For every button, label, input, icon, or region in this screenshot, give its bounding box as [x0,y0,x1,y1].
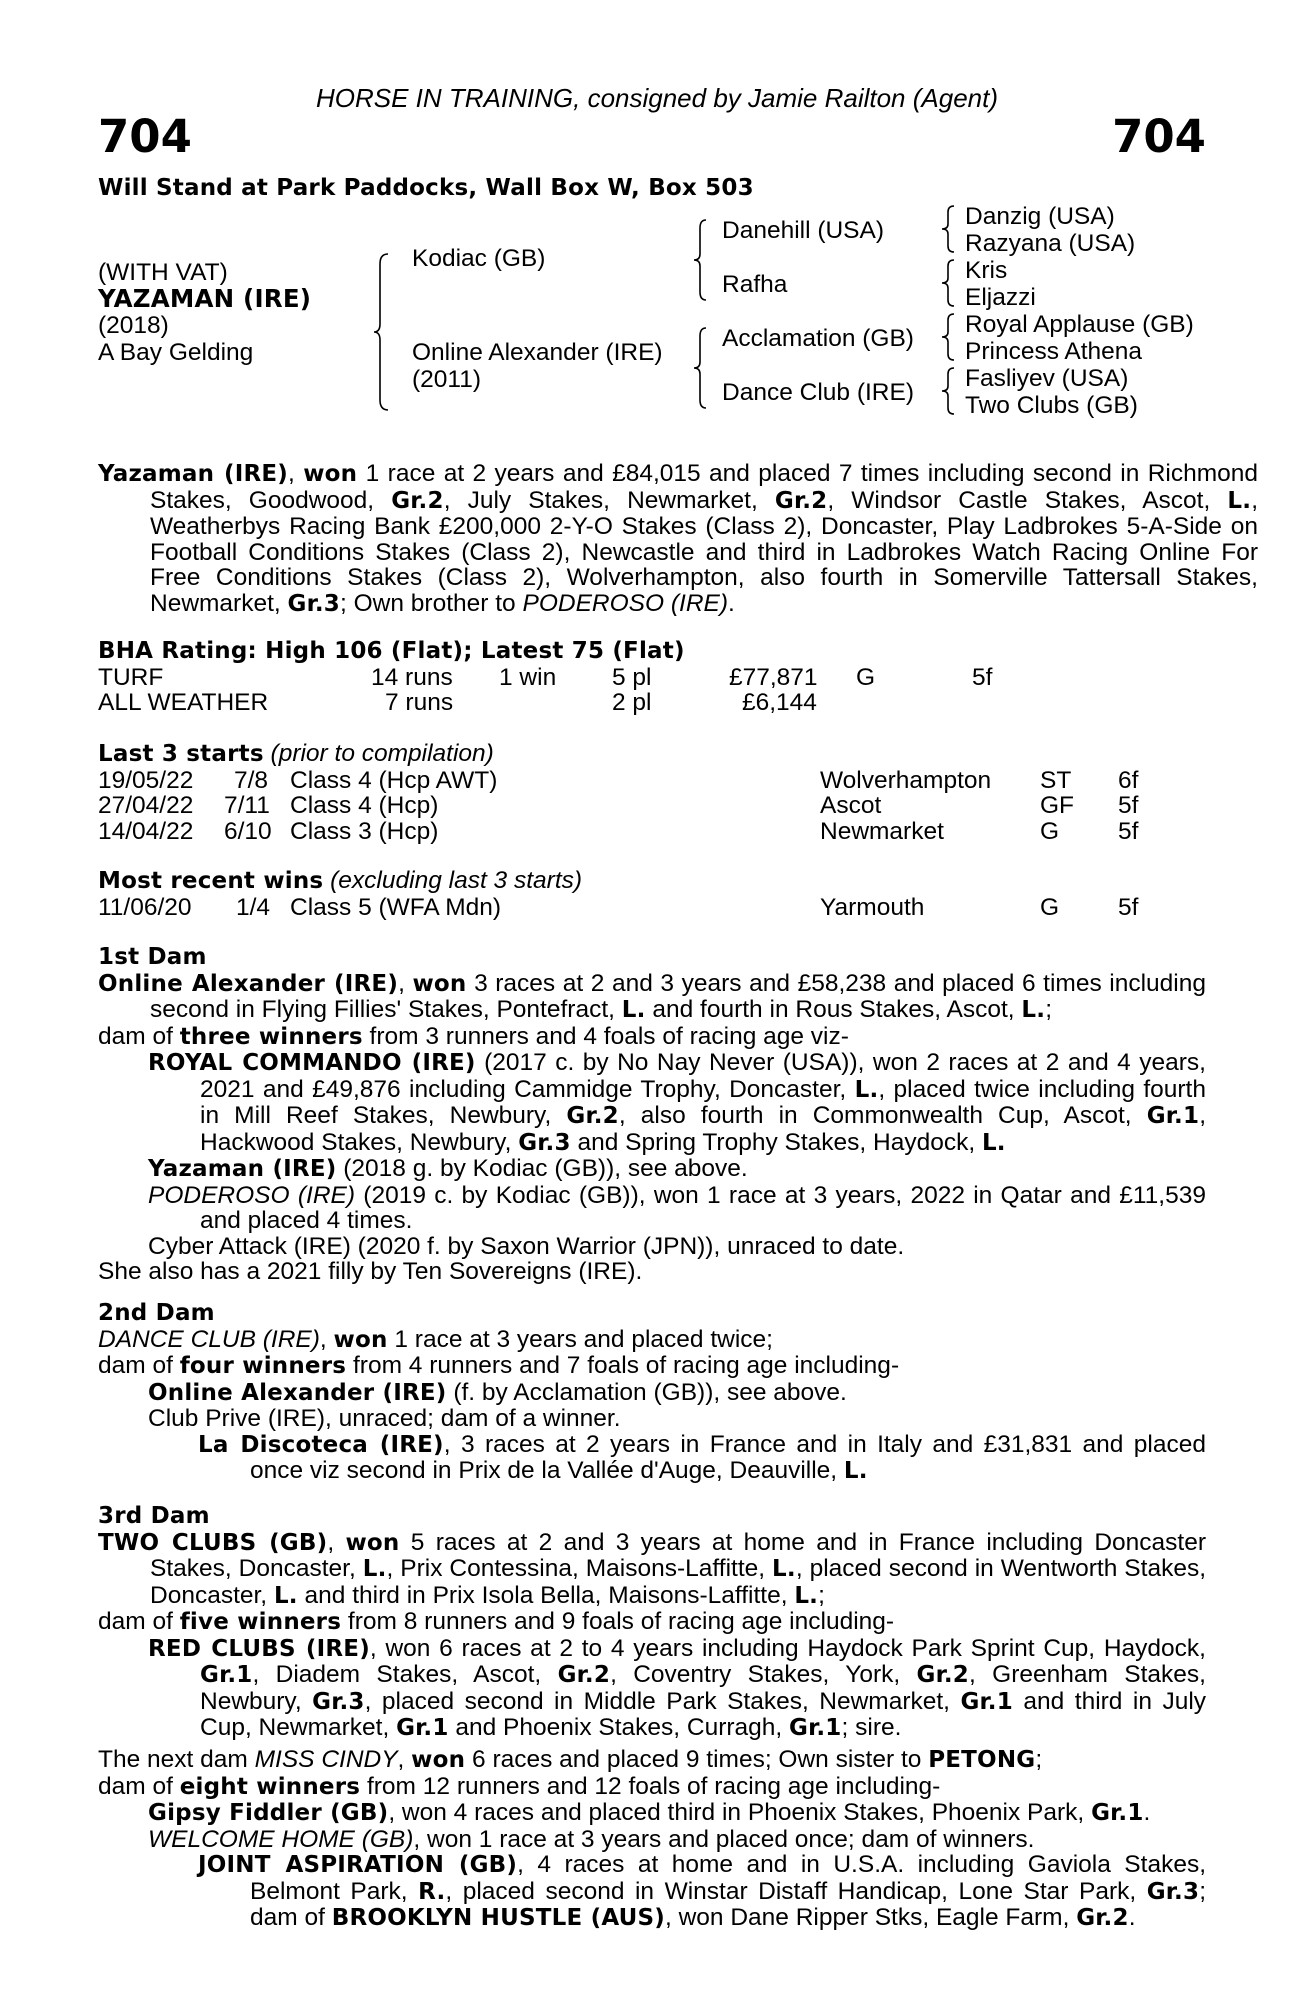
placed: 5 pl [612,663,652,691]
dam-of-line [98,1024,1206,1051]
going: G [1040,817,1060,845]
winners-count: three winners [179,1023,363,1050]
summary-text: , Windsor Castle Stakes, Ascot, [827,486,1228,514]
progeny-entry [98,1827,1206,1853]
second-dam-heading: 2nd Dam [98,1300,215,1326]
going: ST [1040,766,1072,794]
progeny-entry [98,1380,1206,1407]
race-class: Class 4 (Hcp AWT) [290,766,498,794]
progeny-entry [98,1800,1206,1827]
dam-name: DANCE CLUB (IRE) [98,1325,320,1353]
text: 6 races and placed 9 times; Own sister to [465,1746,929,1773]
text: , [397,1746,412,1773]
text: , Greenham Stakes, Newbury, [200,1661,1206,1715]
summary-text: , July Stakes, Newmarket, [443,486,775,514]
date: 11/06/20 [98,893,192,921]
race-summary: Yazaman (IRE), won 1 race at 2 years and £84,015 and placed 7 times including second in Richmond Stakes, Goodwood, Gr.2, July Stakes, Newmarket, Gr.2, Windsor Castle Stakes, Ascot, L., Weatherbys Racing Bank £200,000 2-Y-O Stakes (Class 2), Doncaster, Play Ladbrokes 5-A-Side on Football Conditions Stakes (Class 2), Newcastle and third in Ladbrokes Watch Racing Online For Free Conditions Stakes (Class 2), Wolverhampton, also fourth in Somerville Tattersall Stakes, Newmarket, Gr.3; Own brother to PODEROSO (IRE). [98,460,1259,617]
grade-badge: Gr.3 [1146,1878,1200,1905]
third-dam-record: TWO CLUBS (GB), won 5 races at 2 and 3 years at home and in France including Doncaster Stakes, Doncaster, L., Prix Contessina, Maisons-Laffitte, L., placed second in Wentworth Stakes, Doncaster, L. and third in Prix Isola Bella, Maisons-Laffitte, L.; [98,1528,1207,1609]
text: , 3 races at 2 years in France and in Italy and £31,831 and placed once viz second in Prix de la Vallée d'Auge, Deauville, [250,1430,1206,1484]
text: , placed second in Middle Park Stakes, Newmarket, [364,1687,961,1715]
rating-section [98,639,1206,716]
grade-badge: L. [794,1582,819,1609]
rating-heading: BHA Rating: High 106 (Flat); Latest 75 (Flat) [98,638,685,664]
progeny-entry: Cyber Attack (IRE) (2020 f. by Saxon Warrior (JPN)), unraced to date. [148,1232,905,1260]
brother-name: PODEROSO (IRE) [522,589,729,617]
dam-dam: Dance Club (IRE) [722,379,914,406]
dam-sire: Acclamation (GB) [722,325,914,352]
grade-badge: L. [981,1129,1006,1156]
surface: ALL WEATHER [98,689,269,716]
grade-badge: Gr.1 [789,1715,842,1741]
grade-badge: L. [1227,487,1252,514]
first-dam-record: Online Alexander (IRE), won 3 races at 2 and 3 years and £58,238 and placed 6 times including second in Flying Fillies' Stakes, Pontefract, L. and fourth in Rous Stakes, Ascot, L.; [98,969,1206,1023]
text: , Prix Contessina, Maisons-Laffitte, [386,1555,773,1582]
progeny-name: Online Alexander (IRE) [148,1379,447,1406]
next-dam-record [98,1747,1206,1774]
grade-badge: Gr.1 [1091,1800,1144,1826]
text: dam of [98,1022,180,1050]
runs: 14 runs [371,663,453,691]
progeny-name: WELCOME HOME (GB) [148,1825,414,1853]
lot-number-right: 704 [1112,110,1206,163]
race-class: Class 3 (Hcp) [290,817,439,845]
dam-name: Online Alexander (IRE) [98,970,399,997]
progeny-entry [98,1050,1206,1156]
date: 19/05/22 [98,766,194,794]
also-note: She also has a 2021 filly by Ten Sovereigns (IRE). [98,1258,643,1285]
text: 3 races at 2 and 3 years and £58,238 and placed 6 times including second in Flying Fillies' Stakes, Pontefract, [150,969,1206,1023]
start-row [98,819,1206,845]
brace-gen1 [372,252,396,412]
summary-text: 1 race at 2 years and £84,015 and placed 7 times including second in Richmond Stakes, Goodwood, [150,460,1259,514]
course: Ascot [820,792,882,819]
summary-text: . [728,589,735,617]
grade-badge: Gr.3 [312,1688,365,1715]
text: , won 1 race at 3 years and placed once; dam of winners. [413,1825,1035,1853]
dam-of-line [98,1774,1206,1801]
summary-horse-name: Yazaman (IRE) [98,461,289,487]
rating-row-aw [98,690,1206,716]
dam-name: TWO CLUBS (GB) [98,1529,328,1556]
last-starts-section [98,741,1206,844]
grade-badge: L. [362,1556,387,1582]
progeny-name: RED CLUBS (IRE) [148,1635,370,1662]
text: , won 4 races and placed third in Phoenix Stakes, Phoenix Park, [388,1799,1092,1826]
grade-badge: R. [418,1878,446,1905]
third-dam-section [98,1504,1206,1742]
ggp-7: Fasliyev (USA) [965,365,1129,392]
progeny-entry [98,1183,1206,1234]
text: , placed twice including fourth in Mill Reef Stakes, Newbury, [200,1075,1206,1129]
grade-badge: Gr.2 [774,487,828,514]
placed: 2 pl [612,689,652,716]
text: , 4 races at home and in U.S.A. including Gaviola Stakes, Belmont Park, [250,1851,1207,1905]
progeny-name: Gipsy Fiddler (GB) [148,1800,389,1826]
progeny-name: Yazaman (IRE) [148,1156,337,1182]
start-row [98,793,1206,819]
text: from 12 runners and 12 foals of racing age including- [360,1772,941,1800]
text: ; sire. [841,1714,902,1741]
text: , won Dane Ripper Stks, Eagle Farm, [664,1904,1077,1931]
start-row [98,768,1206,794]
grade-badge: L. [843,1458,868,1484]
recent-wins-note: (excluding last 3 starts) [330,867,583,894]
rating-row-turf [98,665,1206,691]
text: , won 6 races at 2 to 4 years including Haydock Park Sprint Cup, Haydock, [369,1634,1206,1662]
prize: £77,871 [729,663,818,691]
last-starts-heading: Last 3 starts [98,741,264,767]
text: , also fourth in Commonwealth Cup, Ascot, [618,1102,1147,1129]
horse-year: (2018) [98,312,169,339]
going: GF [1040,792,1075,819]
progeny-entry [98,1432,1206,1485]
grade-badge: Gr.1 [396,1715,449,1741]
text: 1 race at 3 years and placed twice; [387,1325,773,1353]
text: ; [1035,1746,1043,1773]
ggp-3: Kris [965,257,1008,284]
progeny-name: BROOKLYN HUSTLE (AUS) [331,1905,665,1931]
distance: 6f [1118,766,1139,794]
consignment-line: HORSE IN TRAINING, consigned by Jamie Railton (Agent) [315,83,999,113]
win-row [98,895,1206,921]
ggp-8: Two Clubs (GB) [965,392,1138,419]
brace-ggp2 [940,258,958,308]
progeny-entry [98,1636,1206,1742]
text: ; [1045,996,1053,1023]
date: 27/04/22 [98,792,194,819]
text: . [1143,1799,1151,1826]
going: G [1040,893,1060,921]
third-dam-heading: 3rd Dam [98,1503,210,1529]
position: 7/11 [224,792,270,819]
won-label: won [411,1747,466,1773]
summary-text: ; Own brother to [340,589,523,617]
won-label: won [333,1326,388,1353]
next-dam-section [98,1747,1206,1932]
sister-name: PETONG [928,1747,1036,1773]
brace-ggp1 [940,204,958,254]
progeny-entry: Club Prive (IRE), unraced; dam of a winner. [148,1405,621,1432]
text: , Hackwood Stakes, Newbury, [200,1102,1206,1156]
race-class: Class 4 (Hcp) [290,792,439,819]
text: from 8 runners and 9 foals of racing age including- [341,1608,895,1635]
won-label: won [412,970,467,997]
grade-badge: L. [772,1556,796,1582]
text: and Phoenix Stakes, Curragh, [448,1714,790,1741]
distance: 5f [1118,817,1139,845]
ggp-4: Eljazzi [965,284,1036,311]
text: (f. by Acclamation (GB)), see above. [446,1378,847,1406]
second-dam-record: DANCE CLUB (IRE), won 1 race at 3 years and placed twice; [98,1325,773,1353]
first-dam-heading: 1st Dam [98,944,207,970]
dam-name: MISS CINDY [254,1746,398,1773]
progeny-entry [98,1156,1206,1183]
progeny-name: PODEROSO (IRE) [148,1181,356,1209]
stand-location: Will Stand at Park Paddocks, Wall Box W, Box 503 [98,175,754,201]
dam-of-line [98,1609,1206,1636]
progeny-name: JOINT ASPIRATION (GB) [198,1852,518,1878]
text: dam of [98,1772,180,1800]
winners-count: five winners [179,1609,342,1635]
going: G [856,663,876,691]
ggp-1: Danzig (USA) [965,203,1115,230]
text: dam of [98,1608,180,1635]
text: ; [818,1581,825,1609]
brace-dam [692,326,712,410]
sire: Kodiac (GB) [412,245,546,272]
position: 1/4 [236,893,271,921]
brace-sire [692,218,712,302]
ggp-6: Princess Athena [965,338,1143,365]
course: Yarmouth [820,893,925,921]
recent-wins-section [98,868,1206,920]
grade-badge: Gr.1 [960,1688,1013,1715]
text: dam of [98,1352,180,1379]
horse-name: YAZAMAN (IRE) [98,284,312,313]
text: , Coventry Stakes, York, [610,1661,917,1688]
grade-badge: Gr.2 [557,1662,611,1688]
dam: Online Alexander (IRE) [412,339,663,366]
distance: 5f [972,663,993,691]
distance: 5f [1118,792,1139,819]
brace-ggp3 [940,312,958,362]
last-starts-note: (prior to compilation) [270,740,494,767]
ggp-5: Royal Applause (GB) [965,311,1194,338]
summary-text: , Weatherbys Racing Bank £200,000 2-Y-O Stakes (Class 2), Doncaster, Play Ladbrokes 5-A-Side on Football Conditions Stakes (Class 2), Newcastle and third in Ladbrokes Watch Racing Online For Free Conditions Stakes (Class 2), Wolverhampton, also fourth in Somerville Tattersall Stakes, Newmarket, [150,486,1258,617]
text: and third in Prix Isola Bella, Maisons-Laffitte, [297,1581,795,1609]
first-dam-section [98,945,1206,1285]
sire-sire: Danehill (USA) [722,217,885,244]
vat-label: (WITH VAT) [98,259,228,286]
grade-badge: L. [1021,997,1046,1023]
text: and Spring Trophy Stakes, Haydock, [570,1128,982,1156]
progeny-name: La Discoteca (IRE) [198,1431,444,1458]
grade-badge: Gr.2 [566,1103,619,1129]
grade-badge: Gr.2 [916,1662,970,1688]
text: from 4 runners and 7 foals of racing age including- [346,1352,900,1379]
lot-number-left: 704 [98,110,192,163]
text: ; dam of [250,1877,1206,1931]
grade-badge: Gr.2 [391,487,444,514]
position: 7/8 [234,766,269,794]
text: . [1128,1904,1136,1931]
text: The next dam [98,1746,255,1773]
text: and fourth in Rous Stakes, Ascot, [645,996,1022,1023]
grade-badge: Gr.1 [200,1662,253,1688]
runs: 7 runs [385,689,454,716]
text: , Diadem Stakes, Ascot, [252,1661,558,1688]
progeny-entry [98,1852,1206,1932]
wins: 1 win [499,663,557,691]
won-label: won [303,461,358,487]
text: , placed second in Winstar Distaff Handicap, Lone Star Park, [445,1877,1147,1905]
course: Newmarket [820,817,944,845]
text: from 3 runners and 4 foals of racing age viz- [362,1022,849,1050]
grade-badge: Gr.3 [287,590,340,617]
grade-badge: L. [621,997,646,1023]
course: Wolverhampton [820,766,992,794]
surface: TURF [98,663,164,691]
won-label: won [345,1529,400,1556]
position: 6/10 [224,817,272,845]
grade-badge: Gr.2 [1076,1905,1129,1931]
grade-badge: Gr.1 [1146,1103,1200,1129]
text: (2018 g. by Kodiac (GB)), see above. [336,1155,748,1182]
dam-year: (2011) [412,366,482,393]
recent-wins-heading: Most recent wins [98,868,324,894]
grade-badge: Gr.3 [518,1129,571,1156]
dam-of-line [98,1353,1206,1380]
date: 14/04/22 [98,817,194,845]
text: (2017 c. by No Nay Never (USA)), won 2 races at 2 and 4 years, 2021 and £49,876 including Cammidge Trophy, Doncaster, [200,1049,1206,1103]
text: (2019 c. by Kodiac (GB)), won 1 race at 3 years, 2022 in Qatar and £11,539 and placed 4 times. [200,1181,1206,1234]
sire-dam: Rafha [722,271,788,298]
distance: 5f [1118,893,1139,921]
prize: £6,144 [742,689,817,716]
horse-description: A Bay Gelding [98,339,254,366]
winners-count: four winners [179,1353,347,1379]
race-class: Class 5 (WFA Mdn) [290,893,502,921]
ggp-2: Razyana (USA) [965,230,1136,257]
text: 5 races at 2 and 3 years at home and in France including Doncaster Stakes, Doncaster, [150,1528,1206,1582]
text: , placed second in Wentworth Stakes, Doncaster, [150,1555,1207,1609]
text: and third in July Cup, Newmarket, [200,1687,1207,1741]
second-dam-section [98,1301,1206,1485]
progeny-name: ROYAL COMMANDO (IRE) [148,1050,476,1076]
grade-badge: L. [854,1076,879,1103]
grade-badge: L. [273,1582,298,1609]
winners-count: eight winners [179,1773,361,1800]
brace-ggp4 [940,366,958,416]
